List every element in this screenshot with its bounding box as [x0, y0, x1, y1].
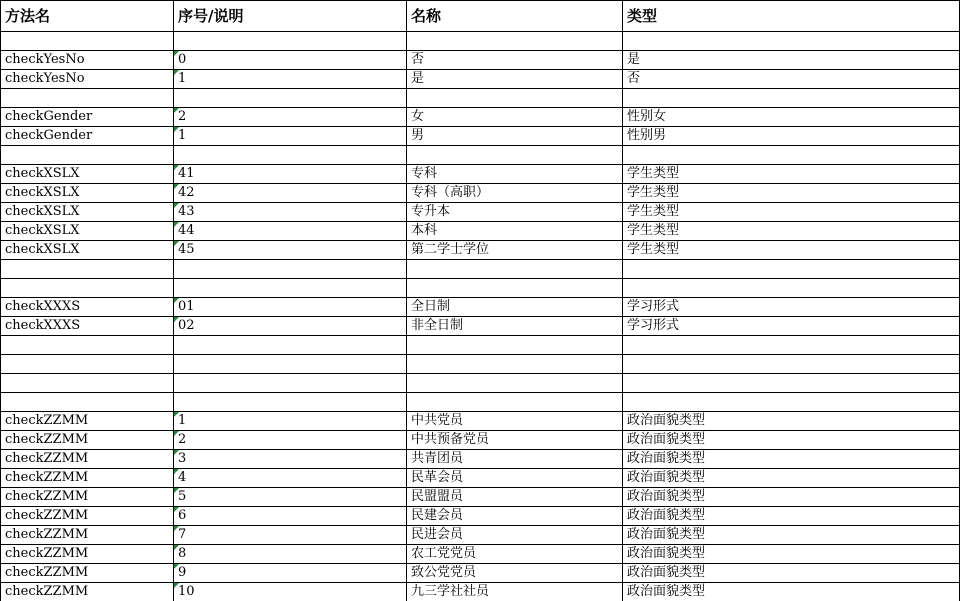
- header-cell-method[interactable]: 方法名: [1, 1, 174, 32]
- method-cell[interactable]: [1, 393, 174, 412]
- type-cell[interactable]: 学生类型: [623, 241, 960, 260]
- method-cell[interactable]: [1, 32, 174, 51]
- table-row: [1, 507, 960, 526]
- name-cell[interactable]: 农工党党员: [407, 545, 623, 564]
- index-cell[interactable]: 3: [174, 450, 407, 469]
- table-row: [1, 241, 960, 260]
- index-cell[interactable]: 42: [174, 184, 407, 203]
- index-cell[interactable]: [174, 260, 407, 279]
- name-cell[interactable]: 是: [407, 70, 623, 89]
- index-cell[interactable]: [174, 32, 407, 51]
- method-cell[interactable]: checkXSLX: [1, 203, 174, 222]
- table-row: [1, 222, 960, 241]
- method-cell[interactable]: checkZZMM: [1, 507, 174, 526]
- index-cell[interactable]: [174, 146, 407, 165]
- header-row: [1, 1, 960, 32]
- table-row: [1, 108, 960, 127]
- name-cell[interactable]: 民革会员: [407, 469, 623, 488]
- name-cell[interactable]: 男: [407, 127, 623, 146]
- name-cell[interactable]: 中共党员: [407, 412, 623, 431]
- name-cell[interactable]: [407, 355, 623, 374]
- index-cell[interactable]: [174, 393, 407, 412]
- index-cell[interactable]: [174, 355, 407, 374]
- type-cell[interactable]: 政治面貌类型: [623, 583, 960, 601]
- type-cell[interactable]: 学生类型: [623, 203, 960, 222]
- name-cell[interactable]: 专科: [407, 165, 623, 184]
- index-cell[interactable]: 6: [174, 507, 407, 526]
- name-cell[interactable]: 本科: [407, 222, 623, 241]
- name-cell[interactable]: 民建会员: [407, 507, 623, 526]
- index-cell[interactable]: [174, 336, 407, 355]
- index-cell[interactable]: 4: [174, 469, 407, 488]
- type-cell[interactable]: [623, 89, 960, 108]
- header-cell-type[interactable]: 类型: [623, 1, 960, 32]
- index-cell[interactable]: [174, 374, 407, 393]
- name-cell[interactable]: 民进会员: [407, 526, 623, 545]
- table-row: [1, 450, 960, 469]
- method-cell[interactable]: checkXXXS: [1, 317, 174, 336]
- table-body: [1, 1, 960, 601]
- method-cell[interactable]: [1, 279, 174, 298]
- index-cell[interactable]: 1: [174, 70, 407, 89]
- table-row: [1, 70, 960, 89]
- table-row: [1, 583, 960, 601]
- method-cell[interactable]: checkZZMM: [1, 564, 174, 583]
- name-cell[interactable]: [407, 146, 623, 165]
- type-cell[interactable]: [623, 393, 960, 412]
- table-row: [1, 203, 960, 222]
- index-cell[interactable]: 2: [174, 431, 407, 450]
- name-cell[interactable]: 否: [407, 51, 623, 70]
- header-cell-index[interactable]: 序号/说明: [174, 1, 407, 32]
- name-cell[interactable]: 全日制: [407, 298, 623, 317]
- name-cell[interactable]: [407, 32, 623, 51]
- table-row: [1, 545, 960, 564]
- method-cell[interactable]: checkYesNo: [1, 51, 174, 70]
- name-cell[interactable]: 非全日制: [407, 317, 623, 336]
- index-cell[interactable]: 9: [174, 564, 407, 583]
- name-cell[interactable]: 共青团员: [407, 450, 623, 469]
- table-row: [1, 469, 960, 488]
- table-row: [1, 51, 960, 70]
- table-row: [1, 146, 960, 165]
- index-cell[interactable]: 8: [174, 545, 407, 564]
- table-row: [1, 488, 960, 507]
- table-row: [1, 355, 960, 374]
- type-cell[interactable]: [623, 374, 960, 393]
- table-row: [1, 336, 960, 355]
- index-cell[interactable]: 1: [174, 412, 407, 431]
- method-cell[interactable]: [1, 355, 174, 374]
- type-cell[interactable]: 学生类型: [623, 184, 960, 203]
- table-row: [1, 431, 960, 450]
- type-cell[interactable]: [623, 260, 960, 279]
- table-row: [1, 279, 960, 298]
- table-row: [1, 32, 960, 51]
- index-cell[interactable]: 10: [174, 583, 407, 601]
- method-cell[interactable]: checkXSLX: [1, 222, 174, 241]
- table-row: [1, 184, 960, 203]
- type-cell[interactable]: 政治面貌类型: [623, 564, 960, 583]
- name-cell[interactable]: 中共预备党员: [407, 431, 623, 450]
- method-cell[interactable]: [1, 336, 174, 355]
- method-cell[interactable]: checkXXXS: [1, 298, 174, 317]
- index-cell[interactable]: 02: [174, 317, 407, 336]
- name-cell[interactable]: [407, 393, 623, 412]
- type-cell[interactable]: 是: [623, 51, 960, 70]
- table-row: [1, 412, 960, 431]
- method-cell[interactable]: checkZZMM: [1, 412, 174, 431]
- index-cell[interactable]: 2: [174, 108, 407, 127]
- type-cell[interactable]: 政治面貌类型: [623, 507, 960, 526]
- type-cell[interactable]: 否: [623, 70, 960, 89]
- name-cell[interactable]: [407, 336, 623, 355]
- name-cell[interactable]: 致公党党员: [407, 564, 623, 583]
- method-cell[interactable]: checkZZMM: [1, 583, 174, 601]
- index-cell[interactable]: [174, 279, 407, 298]
- type-cell[interactable]: 政治面貌类型: [623, 412, 960, 431]
- method-cell[interactable]: checkYesNo: [1, 70, 174, 89]
- index-cell[interactable]: 44: [174, 222, 407, 241]
- type-cell[interactable]: [623, 146, 960, 165]
- index-cell[interactable]: 7: [174, 526, 407, 545]
- type-cell[interactable]: 政治面貌类型: [623, 488, 960, 507]
- method-cell[interactable]: checkXSLX: [1, 241, 174, 260]
- type-cell[interactable]: 政治面貌类型: [623, 431, 960, 450]
- type-cell[interactable]: 学生类型: [623, 165, 960, 184]
- type-cell[interactable]: 政治面貌类型: [623, 545, 960, 564]
- method-cell[interactable]: [1, 89, 174, 108]
- table-row: [1, 564, 960, 583]
- name-cell[interactable]: [407, 374, 623, 393]
- index-cell[interactable]: 01: [174, 298, 407, 317]
- type-cell[interactable]: 政治面貌类型: [623, 469, 960, 488]
- index-cell[interactable]: 1: [174, 127, 407, 146]
- method-cell[interactable]: [1, 374, 174, 393]
- table-row: [1, 393, 960, 412]
- type-cell[interactable]: 学习形式: [623, 317, 960, 336]
- table-row: [1, 298, 960, 317]
- type-cell[interactable]: 政治面貌类型: [623, 450, 960, 469]
- table-row: [1, 260, 960, 279]
- method-cell[interactable]: checkZZMM: [1, 488, 174, 507]
- table-row: [1, 127, 960, 146]
- name-cell[interactable]: 专科（高职）: [407, 184, 623, 203]
- type-cell[interactable]: 性别女: [623, 108, 960, 127]
- name-cell[interactable]: 第二学士学位: [407, 241, 623, 260]
- index-cell[interactable]: 41: [174, 165, 407, 184]
- table-row: [1, 165, 960, 184]
- method-cell[interactable]: checkZZMM: [1, 450, 174, 469]
- index-cell[interactable]: 43: [174, 203, 407, 222]
- method-cell[interactable]: [1, 146, 174, 165]
- type-cell[interactable]: [623, 336, 960, 355]
- index-cell[interactable]: 5: [174, 488, 407, 507]
- name-cell[interactable]: 民盟盟员: [407, 488, 623, 507]
- method-cell[interactable]: checkZZMM: [1, 469, 174, 488]
- type-cell[interactable]: 政治面貌类型: [623, 526, 960, 545]
- index-cell[interactable]: 45: [174, 241, 407, 260]
- method-cell[interactable]: checkGender: [1, 127, 174, 146]
- method-cell[interactable]: checkZZMM: [1, 526, 174, 545]
- type-cell[interactable]: 学生类型: [623, 222, 960, 241]
- method-cell[interactable]: checkZZMM: [1, 545, 174, 564]
- name-cell[interactable]: 女: [407, 108, 623, 127]
- type-cell[interactable]: 学习形式: [623, 298, 960, 317]
- method-cell[interactable]: [1, 260, 174, 279]
- header-cell-name[interactable]: 名称: [407, 1, 623, 32]
- method-cell[interactable]: checkGender: [1, 108, 174, 127]
- type-cell[interactable]: [623, 32, 960, 51]
- method-cell[interactable]: checkZZMM: [1, 431, 174, 450]
- name-cell[interactable]: [407, 89, 623, 108]
- type-cell[interactable]: [623, 279, 960, 298]
- name-cell[interactable]: 专升本: [407, 203, 623, 222]
- table-row: [1, 89, 960, 108]
- type-cell[interactable]: 性别男: [623, 127, 960, 146]
- name-cell[interactable]: [407, 260, 623, 279]
- type-cell[interactable]: [623, 355, 960, 374]
- index-cell[interactable]: [174, 89, 407, 108]
- table-row: [1, 374, 960, 393]
- table-row: [1, 317, 960, 336]
- index-cell[interactable]: 0: [174, 51, 407, 70]
- name-cell[interactable]: [407, 279, 623, 298]
- name-cell[interactable]: 九三学社社员: [407, 583, 623, 601]
- method-cell[interactable]: checkXSLX: [1, 184, 174, 203]
- table-row: [1, 526, 960, 545]
- method-cell[interactable]: checkXSLX: [1, 165, 174, 184]
